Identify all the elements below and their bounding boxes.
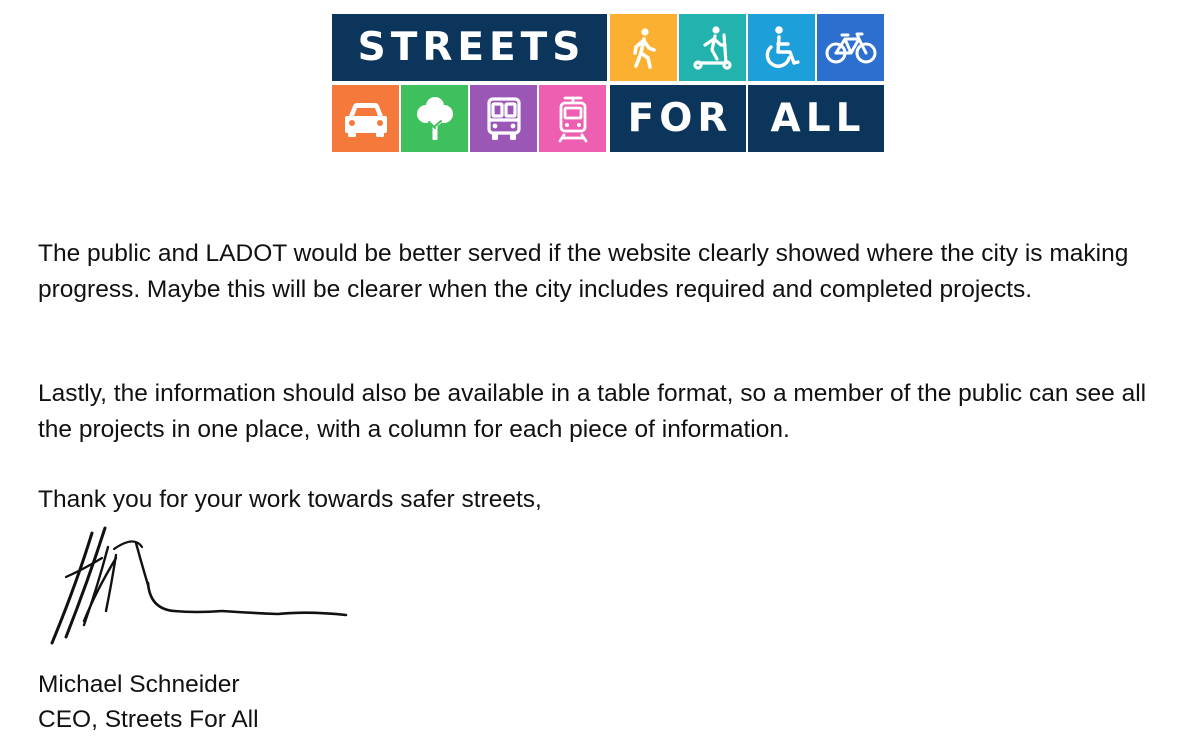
handwritten-signature xyxy=(46,525,356,650)
bus-icon xyxy=(470,85,537,152)
wheelchair-icon xyxy=(748,14,815,81)
signer-title: CEO, Streets For All xyxy=(38,706,259,733)
car-icon xyxy=(332,85,399,152)
tram-icon xyxy=(539,85,606,152)
logo-word-streets: STREETS xyxy=(332,14,607,81)
letter-closing: Thank you for your work towards safer streets, xyxy=(38,486,542,513)
scooter-icon xyxy=(679,14,746,81)
tree-icon xyxy=(401,85,468,152)
signer-name: Michael Schneider xyxy=(38,671,240,698)
letter-paragraph-2: Lastly, the information should also be available in a table format, so a member of the public can see all the projects in one place, with a column for each piece of information. xyxy=(38,380,1147,443)
bicycle-icon xyxy=(817,14,884,81)
walking-person-icon xyxy=(610,14,677,81)
logo-word-for: FOR xyxy=(610,85,746,152)
letter-paragraph-1: The public and LADOT would be better served if the website clearly showed where the city is making progress. Maybe this will be clearer when the city includes required and completed projects. xyxy=(38,240,1129,303)
streets-for-all-logo xyxy=(332,14,884,152)
logo-word-all: ALL xyxy=(748,85,884,152)
